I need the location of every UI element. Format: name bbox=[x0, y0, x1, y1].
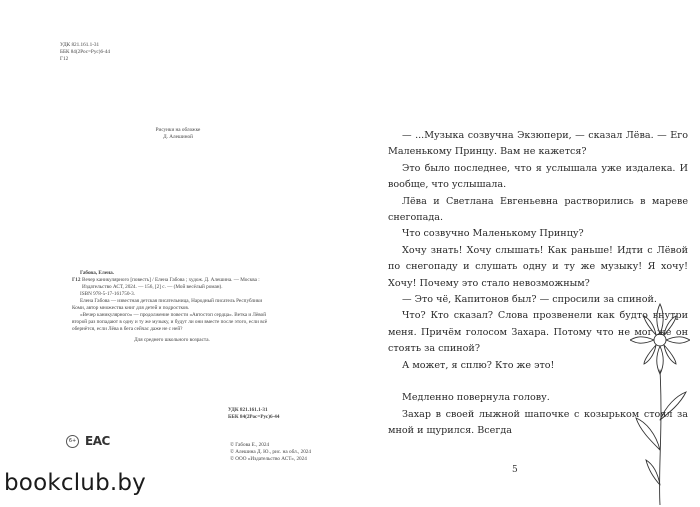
bbk-line-bottom: ББК 84(2Рос=Рус)6-44 bbox=[228, 414, 280, 420]
imprint-page bbox=[52, 42, 352, 462]
udk-block-bottom bbox=[228, 407, 279, 421]
illustrator-label: Рисунки на обложке bbox=[155, 127, 201, 133]
story-paragraph: Хочу знать! Хочу слышать! Как раньше! Идти с Лёвой по снегопаду и слушать одну и ту же музыку! Я хочу! Хочу! Почему это стало невозможным? bbox=[388, 244, 688, 289]
copyright-block bbox=[230, 442, 311, 463]
story-paragraph: Лёва и Светлана Евгеньевна растворились в мареве снегопада. bbox=[388, 195, 688, 224]
copyright-line: © Габова Е., 2024 bbox=[230, 442, 270, 448]
catalog-age: Для среднего школьного возраста. bbox=[134, 337, 210, 343]
udk-line-bottom: УДК 821.161.1-31 bbox=[228, 407, 268, 413]
udk-block-top bbox=[60, 42, 110, 63]
catalog-annotation-2: «Вечер каникулярного» — продолжение повести «Автостоп сердца». Ветка и Лёвой второй раз попадают в одну и ту же музыку, и будут ли они вместе после этого, если всё обернётся, если Лёва в бега сейчас даже не с ней? bbox=[72, 312, 268, 332]
catalog-head bbox=[72, 277, 272, 291]
copyright-line: © ООО «Издательство АСТ», 2024 bbox=[230, 456, 307, 462]
catalog-annotation-1: Елена Габова — известная детская писательница, Народный писатель Республики Коми, автор множества книг для детей и подростков. bbox=[72, 298, 263, 311]
catalog-code: Г12 bbox=[72, 277, 81, 283]
watermark-text: bookclub.by bbox=[4, 470, 146, 496]
story-paragraph: — ...Музыка созвучна Экзюпери, — сказал Лёва. — Его Маленькому Принцу. Вам не кажется? bbox=[388, 130, 688, 158]
story-paragraph: Что созвучно Маленькому Принцу? bbox=[402, 228, 584, 240]
story-paragraph: А может, я сплю? Кто же это! bbox=[402, 359, 555, 371]
author-mark-line: Г12 bbox=[60, 56, 69, 62]
udk-line: УДК 821.161.1-31 bbox=[60, 42, 100, 48]
story-paragraph: Захар в своей лыжной шапочке с козырьком стоял за мной и щурился. Всегда bbox=[388, 408, 688, 436]
bbk-line: ББК 84(2Рос=Рус)6-44 bbox=[60, 49, 110, 55]
story-paragraph: Медленно повернула голову. bbox=[402, 392, 550, 404]
catalog-entry bbox=[72, 270, 272, 344]
eac-mark-icon: ЕАС bbox=[85, 434, 110, 448]
flower-icon bbox=[630, 300, 690, 505]
catalog-description: Вечер каникулярного [повесть] / Елена Габова ; худож. Д. Алешина. — Москва : Издательство АСТ, 2024. — 156, [2] с. — (Мой весёлый роман). bbox=[82, 277, 260, 290]
story-paragraph: — Это чё, Капитонов был? — спросили за спиной. bbox=[402, 294, 657, 306]
certification-marks bbox=[66, 434, 110, 448]
copyright-line: © Алешина Д. Ю., рис. на обл., 2024 bbox=[230, 449, 311, 455]
illustrator-credit bbox=[138, 127, 218, 141]
story-paragraph: Это было последнее, что я услышала уже издалека. И вообще, что услышала. bbox=[388, 162, 688, 191]
catalog-author: Габова, Елена. bbox=[80, 270, 114, 276]
catalog-isbn: ISBN 978-5-17-161750-3. bbox=[80, 291, 136, 297]
age-rating-icon: 6+ bbox=[66, 435, 79, 448]
illustrator-name: Д. Алешиной bbox=[163, 134, 193, 140]
story-paragraph: Что? Кто сказал? Слова прозвенели как будто внутри меня. Причём голосом Захара. Потому что не мог же он стоять за спиной? bbox=[388, 310, 688, 355]
page-number: 5 bbox=[512, 465, 518, 475]
